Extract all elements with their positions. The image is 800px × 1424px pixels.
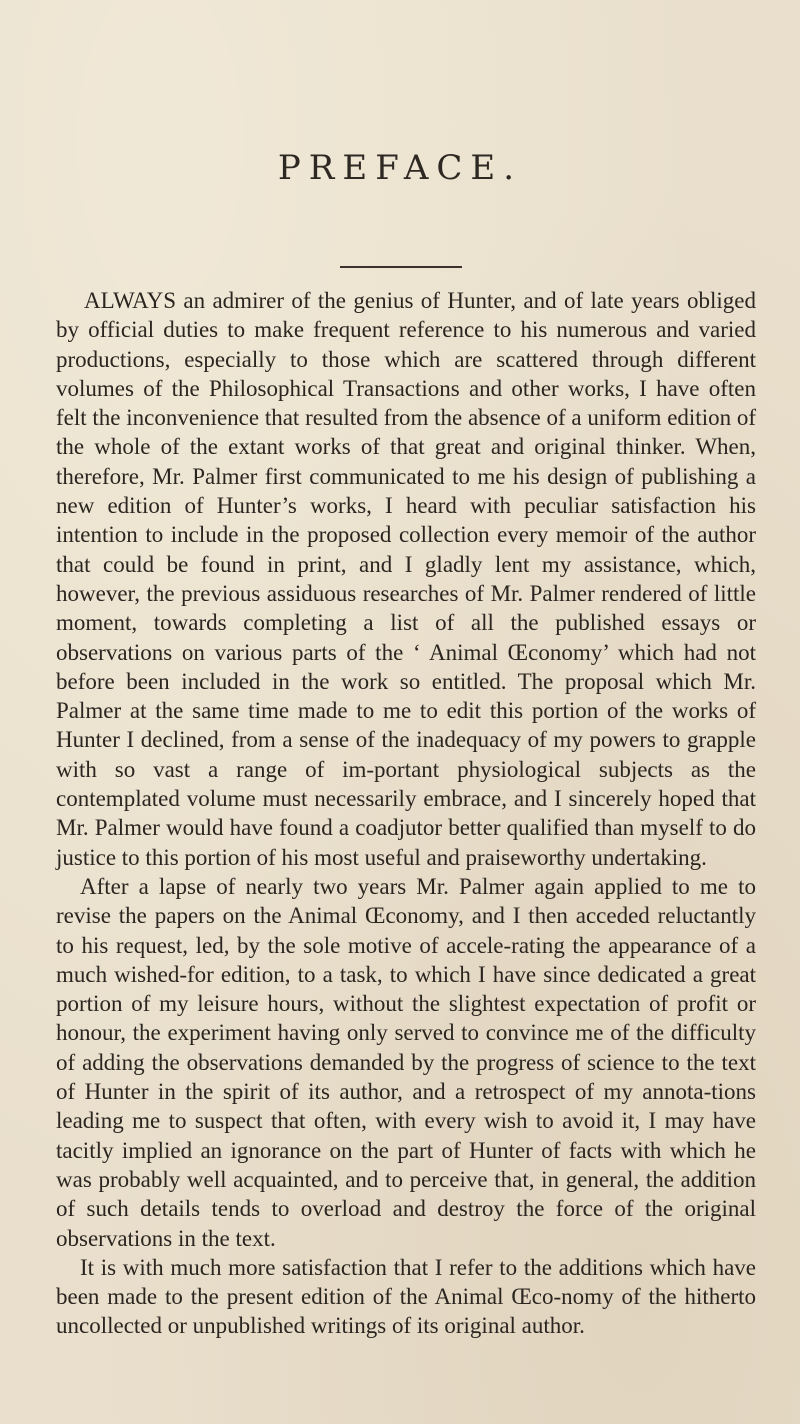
paragraph-2: After a lapse of nearly two years Mr. Palmer again applied to me to revise the papers on the Animal Œconomy, and I then acceded reluctantly to his request, led, by the sole motive of accele-rating the appearance of a much wished-for edition, to a task, to which I have since dedicated a great portion of my leisure hours, without the slightest expectation of profit or honour, the experiment having only served to convince me of the difficulty of adding the observations demanded by the progress of science to the text of Hunter in the spirit of its author, and a retrospect of my annota-tions leading me to suspect that often, with every wish to avoid it, I may have tacitly implied an ignorance on the part of Hunter of facts with which he was probably well acquainted, and to perceive that, in general, the addition of such details tends to overload and destroy the force of the original observations in the text. <box>56 873 756 1251</box>
paragraph-3: It is with much more satisfaction that I refer to the additions which have been made to the present edition of the Animal Œco-nomy of the hitherto uncollected or unpublished writings of its original author. <box>56 1254 756 1339</box>
title-rule <box>340 266 462 268</box>
page-title: PREFACE. <box>277 148 523 188</box>
paragraph-1: ALWAYS an admirer of the genius of Hunter, and of late years obliged by official duties to make frequent reference to his numerous and varied productions, especially to those which are scattered through different volumes of the Philosophical Transactions and other works, I have often felt the inconvenience that resulted from the absence of a uniform edition of the whole of the extant works of that great and original thinker. When, therefore, Mr. Palmer first communicated to me his design of publishing a new edition of Hunter’s works, I heard with peculiar satisfaction his intention to include in the proposed collection every memoir of the author that could be found in print, and I gladly lent my assistance, which, however, the previous assiduous researches of Mr. Palmer rendered of little moment, towards completing a list of all the published essays or observations on various parts of the ‘ Animal Œconomy’ which had not before been included in the work so entitled. The proposal which Mr. Palmer at the same time made to me to edit this portion of the works of Hunter I declined, from a sense of the inadequacy of my powers to grapple with so vast a range of im-portant physiological subjects as the contemplated volume must necessarily embrace, and I sincerely hoped that Mr. Palmer would have found a coadjutor better qualified than myself to do justice to this portion of his most useful and praiseworthy undertaking. <box>56 288 756 870</box>
preface-body <box>56 286 756 1341</box>
